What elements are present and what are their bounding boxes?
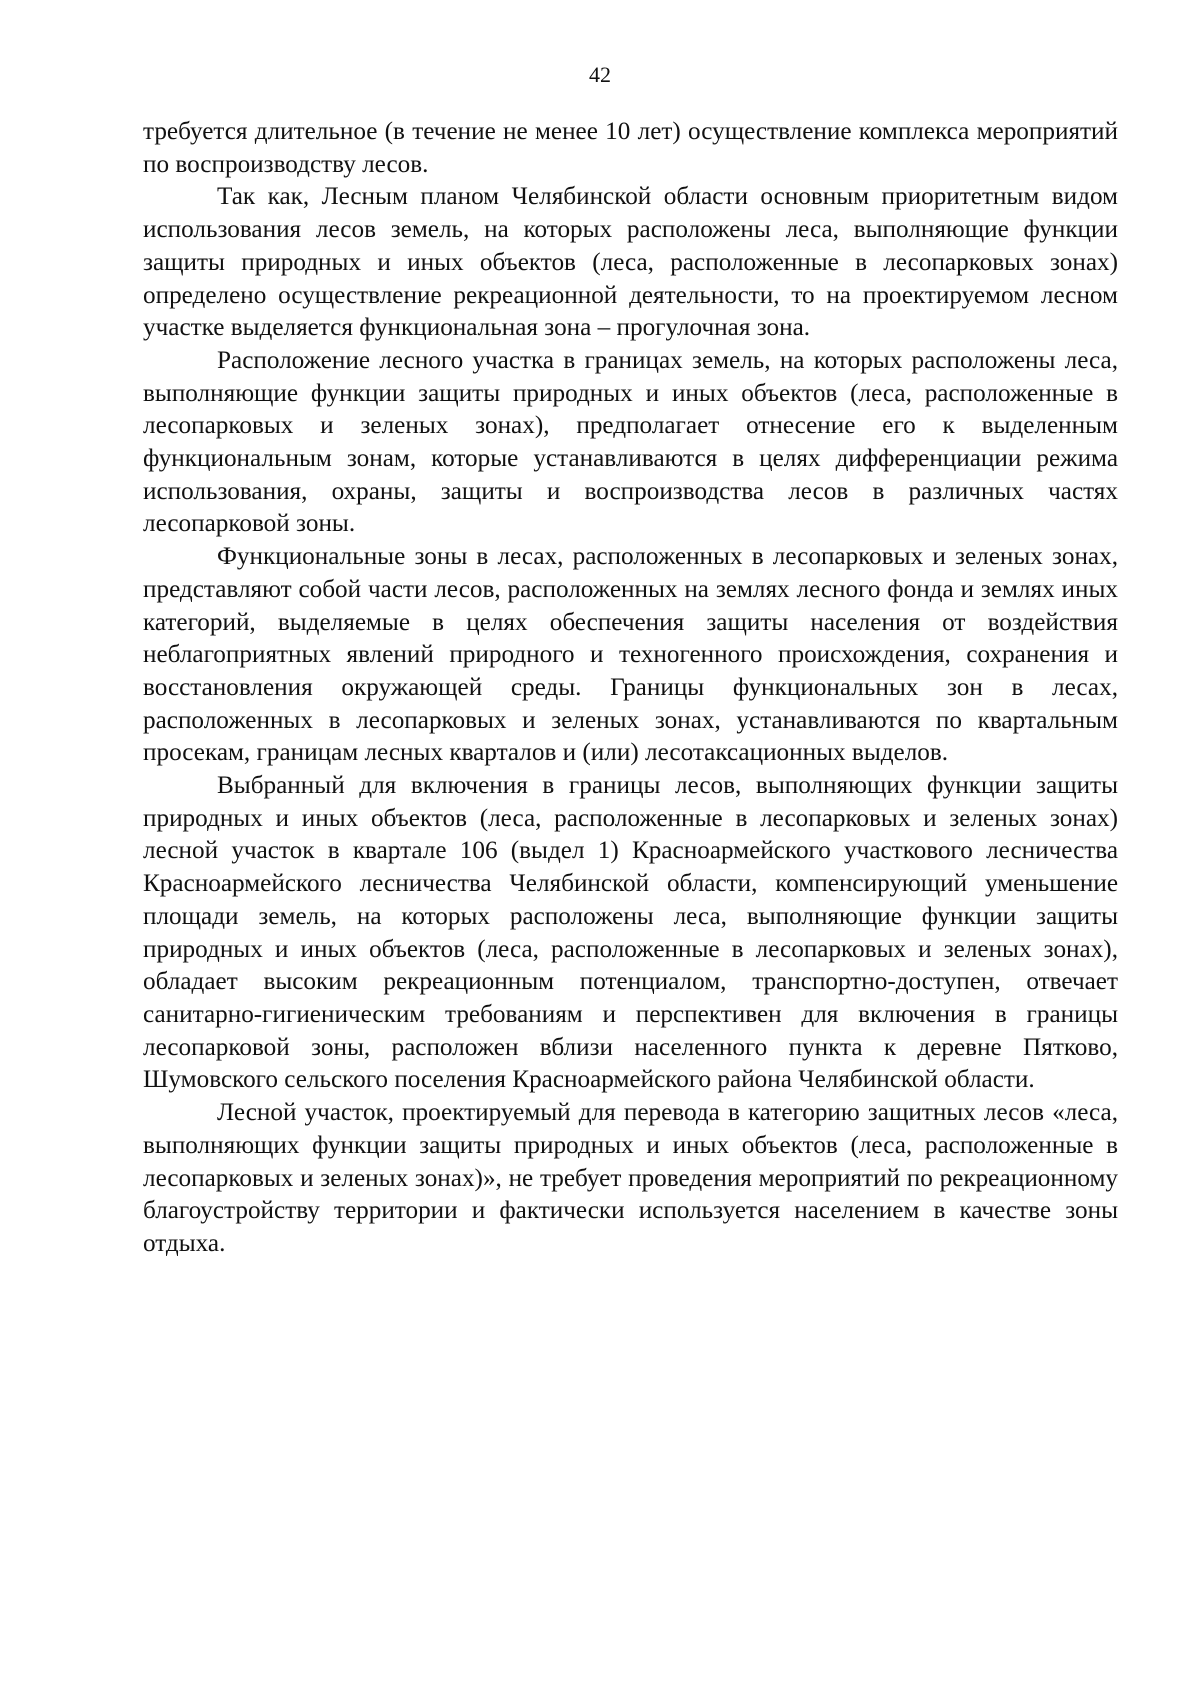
paragraph-recreation-use: Лесной участок, проектируемый для перевода в категорию защитных лесов «леса, выполняющих функции защиты природных и иных объектов (леса, расположенные в лесопарковых и зеленых зонах)», не требует проведения мероприятий по рекреационному благоустройству территории и фактически используется населением в качестве зоны отдыха. xyxy=(143,1099,1118,1257)
paragraph-functional-zones: Функциональные зоны в лесах, расположенных в лесопарковых и зеленых зонах, представляют собой части лесов, расположенных на землях лесного фонда и землях иных категорий, выделяемые в целях обеспечения защиты населения от воздействия неблагоприятных явлений природного и техногенного происхождения, сохранения и восстановления окружающей среды. Границы функциональных зон в лесах, расположенных в лесопарковых и зеленых зонах, устанавливаются по квартальным просекам, границам лесных кварталов и (или) лесотаксационных выделов. xyxy=(143,543,1118,767)
document-body xyxy=(143,116,1118,1261)
page-number: 42 xyxy=(589,62,611,87)
paragraph-continuation: требуется длительное (в течение не менее 10 лет) осуществление комплекса мероприятий по воспроизводству лесов. xyxy=(143,118,1118,178)
paragraph-forest-plan: Так как, Лесным планом Челябинской области основным приоритетным видом использования лесов земель, на которых расположены леса, выполняющие функции защиты природных и иных объектов (леса, расположенные в лесопарковых зонах) определено осуществление рекреационной деятельности, то на проектируемом лесном участке выделяется функциональная зона – прогулочная зона. xyxy=(143,183,1118,342)
paragraph-plot-location: Расположение лесного участка в границах земель, на которых расположены леса, выполняющие функции защиты природных и иных объектов (леса, расположенные в лесопарковых и зеленых зонах), предполагает отнесение его к выделенным функциональным зонам, которые устанавливаются в целях дифференциации режима использования, охраны, защиты и воспроизводства лесов в различных частях лесопарковой зоны. xyxy=(143,346,1118,538)
paragraph-selected-plot: Выбранный для включения в границы лесов, выполняющих функции защиты природных и иных объектов (леса, расположенные в лесопарковых и зеленых зонах) лесной участок в квартале 106 (выдел 1) Красноармейского участкового лесничества Красноармейского лесничества Челябинской области, компенсирующий уменьшение площади земель, на которых расположены леса, выполняющие функции защиты природных и иных объектов (леса, расположенные в лесопарковых и зеленых зонах), обладает высоким рекреационным потенциалом, транспортно-доступен, отвечает санитарно-гигиеническим требованиям и перспективен для включения в границы лесопарковой зоны, расположен вблизи населенного пункта к деревне Пятково, Шумовского сельского поселения Красноармейского района Челябинской области. xyxy=(143,772,1118,1094)
